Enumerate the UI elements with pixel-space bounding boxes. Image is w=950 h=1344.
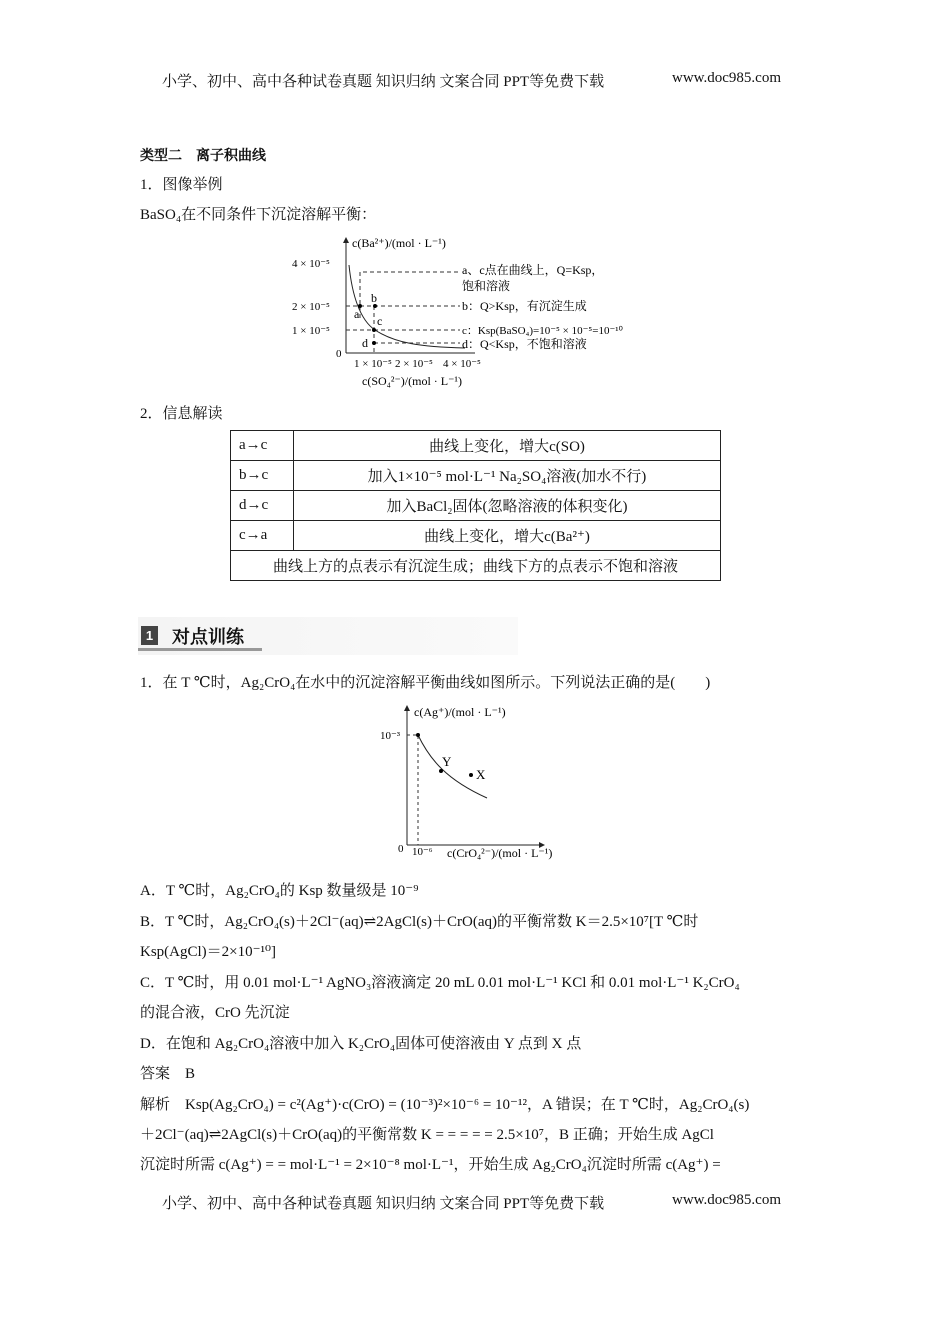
origin-label: 0 bbox=[398, 843, 404, 855]
analysis-line: ＋2Cl⁻(aq)⇌2AgCl(s)＋CrO(aq)的平衡常数 K = = = = = 2.5×10⁷，B 正确；开始生成 AgCl bbox=[140, 1127, 714, 1143]
option-c: C．T ℃时，用 0.01 mol·L⁻¹ AgNO₃溶液滴定 20 mL 0.01 mol·L⁻¹ KCl 和 0.01 mol·L⁻¹ K₂CrO₄ bbox=[140, 975, 740, 991]
y-tick: 1 × 10⁻⁵ bbox=[292, 325, 330, 337]
label-d: d bbox=[362, 336, 368, 350]
label-b: b bbox=[371, 291, 377, 305]
note: 饱和溶液 bbox=[462, 279, 511, 293]
header-site: www.doc985.com bbox=[672, 70, 782, 86]
x-tick: 4 × 10⁻⁵ bbox=[443, 358, 481, 370]
question-text: 1．在 T ℃时，Ag₂CrO₄在水中的沉淀溶解平衡曲线如图所示。下列说法正确的是( ) bbox=[140, 675, 711, 691]
table-cell: b→c bbox=[231, 461, 294, 491]
option-c-cont: 的混合液，CrO 先沉淀 bbox=[140, 1005, 290, 1021]
y-axis-label: c(Ag⁺)/(mol · L⁻¹) bbox=[414, 705, 506, 719]
info-table bbox=[230, 430, 721, 581]
x-axis-label: c(SO₄²⁻)/(mol · L⁻¹) bbox=[362, 374, 463, 388]
point-c bbox=[372, 328, 376, 332]
item-heading: 2．信息解读 bbox=[140, 406, 223, 422]
page-footer: 小学、初中、高中各种试卷真题 知识归纳 文案合同 PPT等免费下载 bbox=[162, 1196, 605, 1212]
ag2cro4-figure bbox=[362, 700, 582, 865]
analysis-line: 沉淀时所需 c(Ag⁺) = = mol·L⁻¹ = 2×10⁻⁸ mol·L⁻¹，开始生成 Ag₂CrO₄沉淀时所需 c(Ag⁺) = bbox=[140, 1157, 721, 1173]
y-tick: 2 × 10⁻⁵ bbox=[292, 301, 330, 313]
option-b-cont: Ksp(AgCl)＝2×10⁻¹⁰] bbox=[140, 944, 277, 960]
point-x bbox=[469, 773, 473, 777]
heading-underline bbox=[138, 648, 262, 651]
option-d: D．在饱和 Ag₂CrO₄溶液中加入 K₂CrO₄固体可使溶液由 Y 点到 X 点 bbox=[140, 1036, 582, 1052]
option-a: A．T ℃时，Ag₂CrO₄的 Ksp 数量级是 10⁻⁹ bbox=[140, 883, 419, 899]
x-tick: 1 × 10⁻⁵ bbox=[354, 358, 392, 370]
section-heading: 对点训练 bbox=[172, 627, 244, 648]
table-cell: a→c bbox=[231, 431, 294, 461]
x-axis-label: c(CrO₄²⁻)/(mol · L⁻¹) bbox=[447, 846, 553, 860]
y-tick: 10⁻³ bbox=[380, 730, 401, 742]
item-heading: 1．图像举例 bbox=[140, 177, 223, 193]
table-cell: 曲线上变化，增大c(Ba²⁺) bbox=[294, 521, 721, 551]
note: c：Ksp(BaSO₄)=10⁻⁵ × 10⁻⁵=10⁻¹⁰ bbox=[462, 325, 623, 337]
note: b：Q>Ksp，有沉淀生成 bbox=[462, 299, 587, 313]
label-a: a bbox=[354, 307, 360, 321]
analysis-line: 解析 Ksp(Ag₂CrO₄) = c²(Ag⁺)·c(CrO) = (10⁻³)²×10⁻⁶ = 10⁻¹²，A 错误；在 T ℃时，Ag₂CrO₄(s) bbox=[140, 1097, 750, 1113]
section-number-badge: 1 bbox=[141, 626, 158, 645]
table-cell: c→a bbox=[231, 521, 294, 551]
y-tick: 0 bbox=[336, 348, 342, 360]
table-cell: 加入1×10⁻⁵ mol·L⁻¹ Na₂SO₄溶液(加水不行) bbox=[294, 461, 721, 491]
y-tick: 4 × 10⁻⁵ bbox=[292, 258, 330, 270]
practice-section-header bbox=[138, 617, 518, 655]
table-cell: 曲线上方的点表示有沉淀生成；曲线下方的点表示不饱和溶液 bbox=[231, 551, 721, 581]
table-row bbox=[231, 431, 721, 461]
point-y bbox=[439, 769, 443, 773]
table-row bbox=[231, 521, 721, 551]
table-row bbox=[231, 461, 721, 491]
label-c: c bbox=[377, 314, 383, 328]
table-row bbox=[231, 551, 721, 581]
footer-site: www.doc985.com bbox=[672, 1192, 782, 1208]
note: a、c点在曲线上，Q=Ksp， bbox=[462, 263, 604, 277]
baso4-figure bbox=[290, 235, 650, 395]
x-tick: 2 × 10⁻⁵ bbox=[395, 358, 433, 370]
table-row bbox=[231, 491, 721, 521]
point-d bbox=[372, 341, 376, 345]
answer: 答案 B bbox=[140, 1066, 196, 1082]
table-cell: d→c bbox=[231, 491, 294, 521]
note: d：Q<Ksp，不饱和溶液 bbox=[462, 337, 587, 351]
x-tick: 10⁻⁶ bbox=[412, 846, 433, 858]
option-b: B．T ℃时，Ag₂CrO₄(s)＋2Cl⁻(aq)⇌2AgCl(s)＋CrO(aq)的平衡常数 K＝2.5×10⁷[T ℃时 bbox=[140, 914, 699, 930]
label-x: X bbox=[476, 767, 486, 782]
table-cell: 曲线上变化，增大c(SO) bbox=[294, 431, 721, 461]
y-axis-label: c(Ba²⁺)/(mol · L⁻¹) bbox=[352, 236, 446, 250]
intro-text: BaSO₄在不同条件下沉淀溶解平衡： bbox=[140, 207, 377, 223]
label-y: Y bbox=[442, 754, 452, 769]
table-cell: 加入BaCl₂固体(忽略溶液的体积变化) bbox=[294, 491, 721, 521]
section-title: 类型二 离子积曲线 bbox=[140, 148, 266, 164]
page-header: 小学、初中、高中各种试卷真题 知识归纳 文案合同 PPT等免费下载 bbox=[162, 74, 605, 90]
